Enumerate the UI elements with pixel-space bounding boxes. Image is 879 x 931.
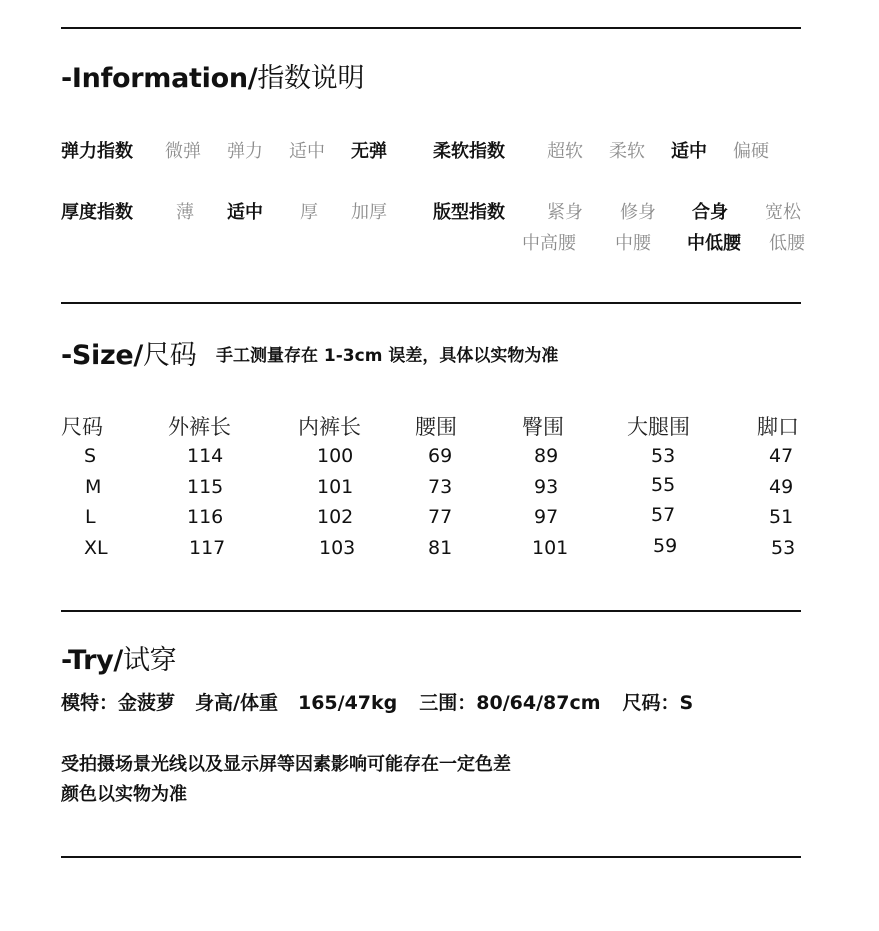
table-cell: 114: [187, 445, 224, 467]
table-header: 内裤长: [298, 415, 361, 439]
table-cell: 102: [317, 506, 354, 528]
info-heading: [61, 56, 364, 95]
info-heading-en: -Information/: [61, 63, 258, 94]
model-info: [61, 688, 693, 715]
table-header: 外裤长: [168, 415, 231, 439]
softness-option: 超软: [547, 141, 583, 162]
table-cell: 73: [428, 476, 453, 498]
fit-option: 宽松: [765, 202, 801, 223]
table-cell: 116: [187, 506, 224, 528]
table-cell: 101: [532, 537, 569, 559]
table-cell: 53: [651, 445, 676, 467]
table-cell: S: [84, 445, 97, 467]
elasticity-option-selected: 无弹: [351, 141, 387, 162]
size-heading: [61, 333, 196, 372]
table-cell: 103: [319, 537, 356, 559]
table-cell: 57: [651, 504, 676, 526]
size-heading-cn: 尺码: [143, 340, 197, 371]
softness-label: 柔软指数: [433, 141, 505, 162]
size-value: S: [679, 692, 694, 714]
measurements-label: 三围：: [419, 692, 477, 714]
table-header: 尺码: [61, 415, 103, 439]
size-label: 尺码：: [622, 692, 680, 714]
fit-option-selected: 合身: [692, 202, 728, 223]
table-cell: XL: [84, 537, 108, 559]
divider-bottom: [61, 856, 801, 858]
waist-option: 中高腰: [522, 233, 576, 254]
table-cell: 53: [771, 537, 796, 559]
try-heading-cn: 试穿: [122, 645, 177, 676]
waist-option: 中腰: [615, 233, 651, 254]
waist-option: 低腰: [769, 233, 805, 254]
size-heading-en: -Size/: [61, 340, 143, 371]
table-cell: 117: [189, 537, 226, 559]
fit-option: 紧身: [547, 202, 583, 223]
try-heading-en: -Try/: [61, 645, 123, 676]
table-cell: 51: [769, 506, 794, 528]
table-cell: 47: [769, 445, 794, 467]
thickness-option: 厚: [300, 202, 318, 223]
waist-option-selected: 中低腰: [687, 233, 741, 254]
model-name: 模特：金菠萝: [61, 692, 176, 714]
softness-option-selected: 适中: [671, 141, 707, 162]
info-heading-cn: 指数说明: [257, 63, 365, 94]
table-cell: 55: [651, 474, 676, 496]
elasticity-option: 微弹: [165, 141, 201, 162]
elasticity-option: 适中: [289, 141, 325, 162]
divider-size-try: [61, 610, 801, 612]
height-weight-label: 身高/体重: [195, 692, 278, 714]
elasticity-label: 弹力指数: [61, 141, 133, 162]
measurements-value: 80/64/87cm: [476, 692, 601, 714]
table-cell: 101: [317, 476, 354, 498]
table-cell: 93: [534, 476, 559, 498]
table-cell: 115: [187, 476, 224, 498]
table-cell: M: [85, 476, 102, 498]
table-header: 臀围: [522, 415, 564, 439]
try-heading: [61, 638, 176, 677]
table-cell: 100: [317, 445, 354, 467]
height-weight-value: 165/47kg: [297, 692, 398, 714]
table-cell: 59: [653, 535, 678, 557]
fit-label: 版型指数: [433, 202, 505, 223]
thickness-option: 加厚: [351, 202, 387, 223]
table-cell: 49: [769, 476, 794, 498]
divider-info-size: [61, 302, 801, 304]
thickness-label: 厚度指数: [61, 202, 133, 223]
color-note-line-1: 受拍摄场景光线以及显示屏等因素影响可能存在一定色差: [61, 754, 511, 775]
table-header: 大腿围: [627, 415, 690, 439]
fit-option: 修身: [620, 202, 656, 223]
table-header: 脚口: [757, 415, 799, 439]
thickness-option-selected: 适中: [227, 202, 263, 223]
divider-top: [61, 27, 801, 29]
elasticity-option: 弹力: [227, 141, 263, 162]
color-note-line-2: 颜色以实物为准: [61, 784, 187, 805]
size-subtitle: 手工测量存在 1-3cm 误差，具体以实物为准: [216, 346, 559, 366]
table-cell: L: [85, 506, 96, 528]
table-cell: 81: [428, 537, 453, 559]
softness-option: 柔软: [609, 141, 645, 162]
thickness-option: 薄: [176, 202, 194, 223]
table-cell: 77: [428, 506, 453, 528]
table-cell: 97: [534, 506, 559, 528]
table-cell: 69: [428, 445, 453, 467]
table-cell: 89: [534, 445, 559, 467]
table-header: 腰围: [415, 415, 457, 439]
softness-option: 偏硬: [733, 141, 769, 162]
